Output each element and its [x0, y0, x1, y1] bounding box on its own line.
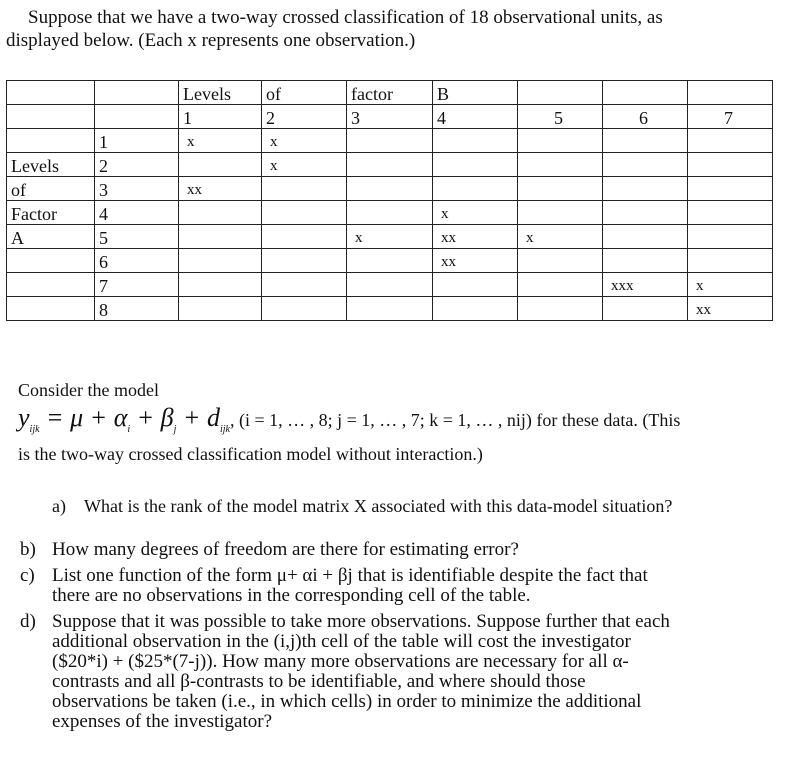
- observation-cell: [603, 249, 688, 273]
- a-level-cell: 3: [95, 177, 179, 201]
- observation-cell: [688, 225, 773, 249]
- factor-a-label-cell: A: [7, 225, 95, 249]
- header-blank: [518, 81, 603, 105]
- header-word: of: [262, 81, 347, 105]
- observation-cell: [262, 249, 347, 273]
- question-text: List one function of the form μ+ αi + βj that is identifiable despite the fact that: [52, 565, 648, 586]
- corner-cell: [7, 105, 95, 129]
- classification-table: [6, 80, 773, 321]
- factor-a-label-cell: Levels: [7, 153, 95, 177]
- observation-cell: [688, 201, 773, 225]
- observation-cell: [688, 129, 773, 153]
- question-d: [20, 612, 790, 732]
- observation-cell: [347, 177, 433, 201]
- corner-cell: [95, 105, 179, 129]
- observation-cell: [603, 201, 688, 225]
- observation-cell: [433, 129, 518, 153]
- observation-cell: x: [262, 129, 347, 153]
- observation-cell: x: [347, 225, 433, 249]
- question-text: there are no observations in the corresponding cell of the table.: [52, 585, 531, 606]
- observation-cell: xx: [433, 225, 518, 249]
- observation-cell: [262, 297, 347, 321]
- observation-cell: [262, 273, 347, 297]
- model-ranges: , (i = 1, … , 8; j = 1, … , 7; k = 1, … , nij) for these data. (This: [229, 410, 681, 430]
- sub-y: ijk: [29, 424, 40, 436]
- observation-cell: [347, 273, 433, 297]
- observation-cell: x: [179, 129, 262, 153]
- question-text: contrasts and all β-contrasts to be identifiable, and where should those: [52, 671, 586, 692]
- factor-a-label-cell: [7, 273, 95, 297]
- model-equation: $y_{ijk} = \mu + \alpha_i + \beta_j + d_{ijk}$: [18, 403, 230, 436]
- sub-alpha: i: [127, 424, 131, 436]
- b-level-header: 7: [688, 105, 773, 129]
- factor-a-label-cell: [7, 297, 95, 321]
- observation-cell: [262, 201, 347, 225]
- observation-cell: [518, 129, 603, 153]
- observation-cell: [688, 249, 773, 273]
- observation-cell: [518, 153, 603, 177]
- observation-cell: [179, 225, 262, 249]
- factor-a-label-cell: of: [7, 177, 95, 201]
- a-level-cell: 8: [95, 297, 179, 321]
- a-level-cell: 2: [95, 153, 179, 177]
- header-row-words: [7, 81, 773, 105]
- header-row-b-levels: [7, 105, 773, 129]
- a-level-cell: 7: [95, 273, 179, 297]
- observation-cell: [347, 153, 433, 177]
- corner-cell: [95, 81, 179, 105]
- observation-cell: x: [262, 153, 347, 177]
- question-text: Suppose that it was possible to take more observations. Suppose further that each: [52, 611, 670, 632]
- observation-cell: [262, 225, 347, 249]
- question-label: c): [20, 565, 35, 586]
- question-label: b): [20, 539, 36, 560]
- factor-a-label-cell: [7, 249, 95, 273]
- observation-cell: [518, 201, 603, 225]
- intro-line-1: Suppose that we have a two-way crossed classification of 18 observational units, as: [28, 7, 663, 28]
- intro-line-2: displayed below. (Each x represents one observation.): [6, 30, 416, 51]
- table-row: [7, 201, 773, 225]
- question-text: expenses of the investigator?: [52, 711, 273, 732]
- observation-cell: [603, 297, 688, 321]
- question-label: d): [20, 611, 36, 632]
- factor-a-label-cell: Factor: [7, 201, 95, 225]
- a-level-cell: 6: [95, 249, 179, 273]
- observation-cell: [347, 201, 433, 225]
- question-text: What is the rank of the model matrix X associated with this data-model situation?: [84, 496, 673, 516]
- observation-cell: [347, 129, 433, 153]
- corner-cell: [7, 81, 95, 105]
- b-level-header: 4: [433, 105, 518, 129]
- observation-cell: x: [518, 225, 603, 249]
- question-text: How many degrees of freedom are there for estimating error?: [52, 539, 519, 560]
- observation-cell: [603, 177, 688, 201]
- table-row: [7, 273, 773, 297]
- observation-cell: x: [688, 273, 773, 297]
- header-blank: [603, 81, 688, 105]
- header-blank: [688, 81, 773, 105]
- model-statement: [18, 403, 793, 466]
- observation-cell: [433, 273, 518, 297]
- observation-cell: [603, 225, 688, 249]
- observation-cell: [518, 273, 603, 297]
- b-level-header: 2: [262, 105, 347, 129]
- observation-cell: xx: [179, 177, 262, 201]
- question-text: ($20*i) + ($25*(7-j)). How many more observations are necessary for all α-: [52, 651, 629, 672]
- b-level-header: 5: [518, 105, 603, 129]
- observation-cell: [433, 153, 518, 177]
- observation-cell: xx: [433, 249, 518, 273]
- model-line-2: is the two-way crossed classification model without interaction.): [18, 444, 483, 465]
- observation-cell: [688, 177, 773, 201]
- header-word: Levels: [179, 81, 262, 105]
- observation-cell: [603, 153, 688, 177]
- header-word: B: [433, 81, 518, 105]
- table-row: [7, 177, 773, 201]
- question-c: [20, 566, 790, 606]
- observation-cell: [179, 297, 262, 321]
- b-level-header: 3: [347, 105, 433, 129]
- observation-cell: [347, 297, 433, 321]
- sub-d: ijk: [219, 424, 230, 436]
- header-word: factor: [347, 81, 433, 105]
- observation-cell: [179, 153, 262, 177]
- observation-cell: [347, 249, 433, 273]
- sub-beta: j: [173, 424, 177, 436]
- observation-cell: [518, 249, 603, 273]
- observation-cell: x: [433, 201, 518, 225]
- question-label: a): [52, 496, 66, 516]
- observation-cell: [179, 201, 262, 225]
- b-level-header: 1: [179, 105, 262, 129]
- question-a: [52, 496, 800, 516]
- a-level-cell: 5: [95, 225, 179, 249]
- factor-a-label-cell: [7, 129, 95, 153]
- observation-cell: [688, 153, 773, 177]
- observation-cell: xx: [688, 297, 773, 321]
- observation-cell: xxx: [603, 273, 688, 297]
- a-level-cell: 4: [95, 201, 179, 225]
- table-row: [7, 225, 773, 249]
- question-text: observations be taken (i.e., in which cells) in order to minimize the additional: [52, 691, 642, 712]
- table-row: [7, 249, 773, 273]
- intro-paragraph: [6, 6, 786, 52]
- observation-cell: [603, 129, 688, 153]
- observation-cell: [518, 177, 603, 201]
- table-row: [7, 297, 773, 321]
- table-row: [7, 153, 773, 177]
- observation-cell: [433, 177, 518, 201]
- b-level-header: 6: [603, 105, 688, 129]
- observation-cell: [262, 177, 347, 201]
- a-level-cell: 1: [95, 129, 179, 153]
- observation-cell: [433, 297, 518, 321]
- observation-cell: [179, 249, 262, 273]
- observation-cell: [518, 297, 603, 321]
- consider-heading: Consider the model: [18, 380, 159, 400]
- table-row: [7, 129, 773, 153]
- observation-cell: [179, 273, 262, 297]
- question-text: additional observation in the (i,j)th cell of the table will cost the investigator: [52, 631, 631, 652]
- question-b: [20, 540, 790, 560]
